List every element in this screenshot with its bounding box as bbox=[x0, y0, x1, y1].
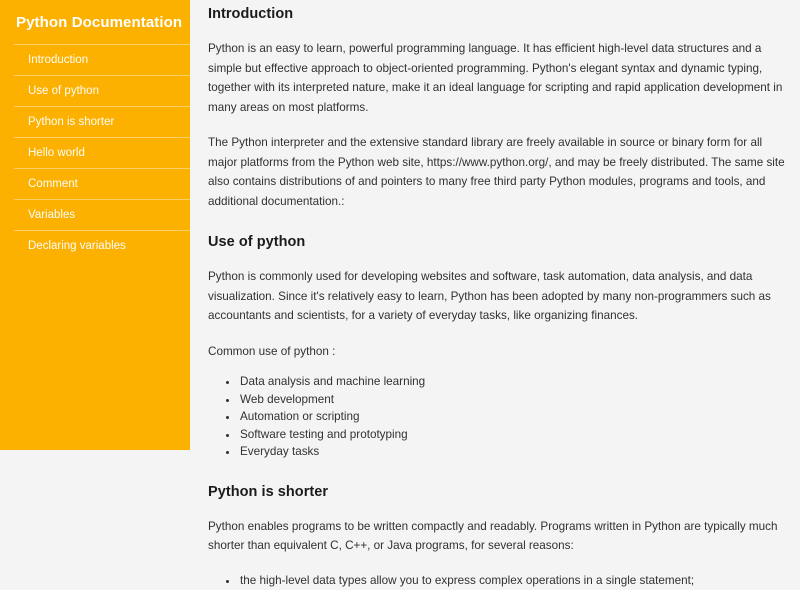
sidebar-item-python-is-shorter[interactable] bbox=[14, 106, 190, 137]
sidebar-item-label: Hello world bbox=[28, 147, 85, 159]
sidebar-item-use-of-python[interactable] bbox=[14, 75, 190, 106]
sidebar bbox=[0, 0, 190, 450]
sidebar-item-variables[interactable] bbox=[14, 199, 190, 230]
sidebar-item-hello-world[interactable] bbox=[14, 137, 190, 168]
section-introduction bbox=[208, 5, 792, 211]
sidebar-item-label: Python is shorter bbox=[28, 116, 115, 128]
sidebar-item-comment[interactable] bbox=[14, 168, 190, 199]
sidebar-nav bbox=[0, 44, 190, 261]
sidebar-item-label: Declaring variables bbox=[28, 240, 126, 252]
bullet-list bbox=[208, 373, 792, 461]
section-use-of-python bbox=[208, 233, 792, 461]
list-item: • Everyday tasks bbox=[238, 443, 792, 461]
section-heading-python-is-shorter: Python is shorter bbox=[208, 483, 329, 500]
sidebar-item-declaring-variables[interactable] bbox=[14, 230, 190, 261]
list-item: • Web development bbox=[238, 391, 792, 409]
sidebar-item-label: Use of python bbox=[28, 85, 99, 97]
list-item: • the high-level data types allow you to express complex operations in a single statement; bbox=[238, 572, 792, 590]
section-python-is-shorter bbox=[208, 483, 792, 590]
paragraph: Common use of python : bbox=[208, 344, 336, 358]
sidebar-title: Python Documentation bbox=[16, 14, 183, 31]
paragraph: The Python interpreter and the extensive standard library are freely available in source or binary form for all major platforms from the Python web site, https://www.python.org/, and may be freely distributed. The same site also contains distributions of and pointers to many free third party Python modules, programs and tools, and additional documentation.: bbox=[208, 136, 785, 208]
sidebar-item-introduction[interactable] bbox=[14, 44, 190, 75]
section-heading-introduction: Introduction bbox=[208, 6, 294, 22]
list-item: • Data analysis and machine learning bbox=[238, 373, 792, 391]
list-item: • Software testing and prototyping bbox=[238, 426, 792, 444]
content-inner bbox=[208, 0, 792, 589]
sidebar-item-label: Variables bbox=[28, 209, 76, 221]
sidebar-item-label: Introduction bbox=[28, 54, 89, 66]
sidebar-item-label: Comment bbox=[28, 178, 78, 190]
bullet-list bbox=[208, 572, 792, 590]
main-content bbox=[190, 0, 800, 587]
paragraph: Python is an easy to learn, powerful programming language. It has efficient high-level data structures and a simple but effective approach to object-oriented programming. Python's elegant syntax and dynamic typing, together with its interpreted nature, make it an ideal language for scripting and rapid application development in many areas on most platforms. bbox=[208, 42, 783, 114]
paragraph: Python enables programs to be written compactly and readably. Programs written in Python are typically much shorter than equivalent C, C++, or Java programs, for several reasons: bbox=[208, 519, 778, 552]
paragraph: Python is commonly used for developing websites and software, task automation, data analysis, and data visualization. Since it's relatively easy to learn, Python has been adopted by many non-programmers such as accountants and scientists, for a variety of everyday tasks, like organizing finances. bbox=[208, 270, 771, 322]
section-heading-use-of-python: Use of python bbox=[208, 234, 306, 250]
list-item: • Automation or scripting bbox=[238, 408, 792, 426]
